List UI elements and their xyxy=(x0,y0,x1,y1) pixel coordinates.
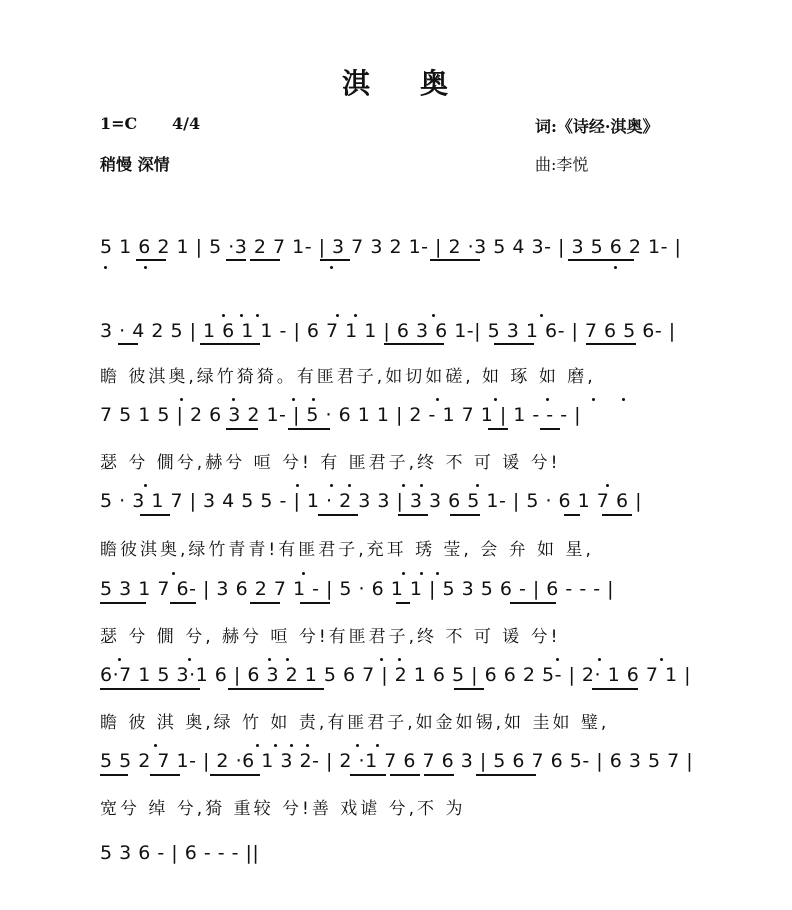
score-line-2-notes: 3 · 4 2 5 | 1 6 1 1 - | 6 7 1 1 | 6 3 6 1-| 5 3 1 6- | 7 6 5 6- | xyxy=(100,320,676,342)
score-line-1-notes: 5 1 6 2 1 | 5 ·3 2 7 1- | 3 7 3 2 1- | 2 ·3 5 4 3- | 3 5 6 2 1- | xyxy=(100,236,682,258)
score-line-3-lyrics: 瑟 兮 僩兮,赫兮 咺 兮! 有 匪君子,终 不 可 谖 兮! xyxy=(100,453,561,473)
tempo-marking: 稍慢 深情 xyxy=(100,155,170,174)
lyricist-credit: 词:《诗经·淇奥》 xyxy=(535,117,659,136)
score-line-7-lyrics: 宽兮 绰 兮,猗 重较 兮!善 戏谑 兮,不 为 xyxy=(100,799,466,819)
score-line-4-notes: 5 · 3 1 7 | 3 4 5 5 - | 1 · 2 3 3 | 3 3 6 5 1- | 5 · 6 1 7 6 | xyxy=(100,490,642,512)
score-line-3-notes: 7 5 1 5 | 2 6 3 2 1- | 5 · 6 1 1 | 2 - 1 7 1 | 1 - - - | xyxy=(100,404,581,426)
score-line-2-lyrics: 瞻 彼淇奥,绿竹猗猗。有匪君子,如切如磋, 如 琢 如 磨, xyxy=(100,367,596,387)
title-part1: 淇 xyxy=(341,67,372,100)
page-title xyxy=(0,62,792,102)
composer-credit: 曲:李悦 xyxy=(535,155,589,174)
title-part2: 奥 xyxy=(420,67,451,100)
score-line-7-notes: 5 5 2 7 1- | 2 ·6 1 3 2- | 2 ·1 7 6 7 6 3 | 5 6 7 6 5- | 6 3 5 7 | xyxy=(100,750,694,772)
score-line-5-notes: 5 3 1 7 6- | 3 6 2 7 1 - | 5 · 6 1 1 | 5 3 5 6 - | 6 - - - | xyxy=(100,578,615,600)
score-line-5-lyrics: 瑟 兮 僩 兮, 赫兮 咺 兮!有匪君子,终 不 可 谖 兮! xyxy=(100,627,561,647)
time-signature: 4/4 xyxy=(172,114,201,133)
key-signature: 1=C xyxy=(100,114,138,133)
score-line-6-notes: 6·7 1 5 3·1 6 | 6 3 2 1 5 6 7 | 2 1 6 5 | 6 6 2 5- | 2· 1 6 7 1 | xyxy=(100,664,692,686)
score-line-8-notes: 5 3 6 - | 6 - - - || xyxy=(100,842,260,864)
score-line-4-lyrics: 瞻彼淇奥,绿竹青青!有匪君子,充耳 琇 莹, 会 弁 如 星, xyxy=(100,540,594,560)
score-line-6-lyrics: 瞻 彼 淇 奥,绿 竹 如 责,有匪君子,如金如锡,如 圭如 璧, xyxy=(100,713,610,733)
